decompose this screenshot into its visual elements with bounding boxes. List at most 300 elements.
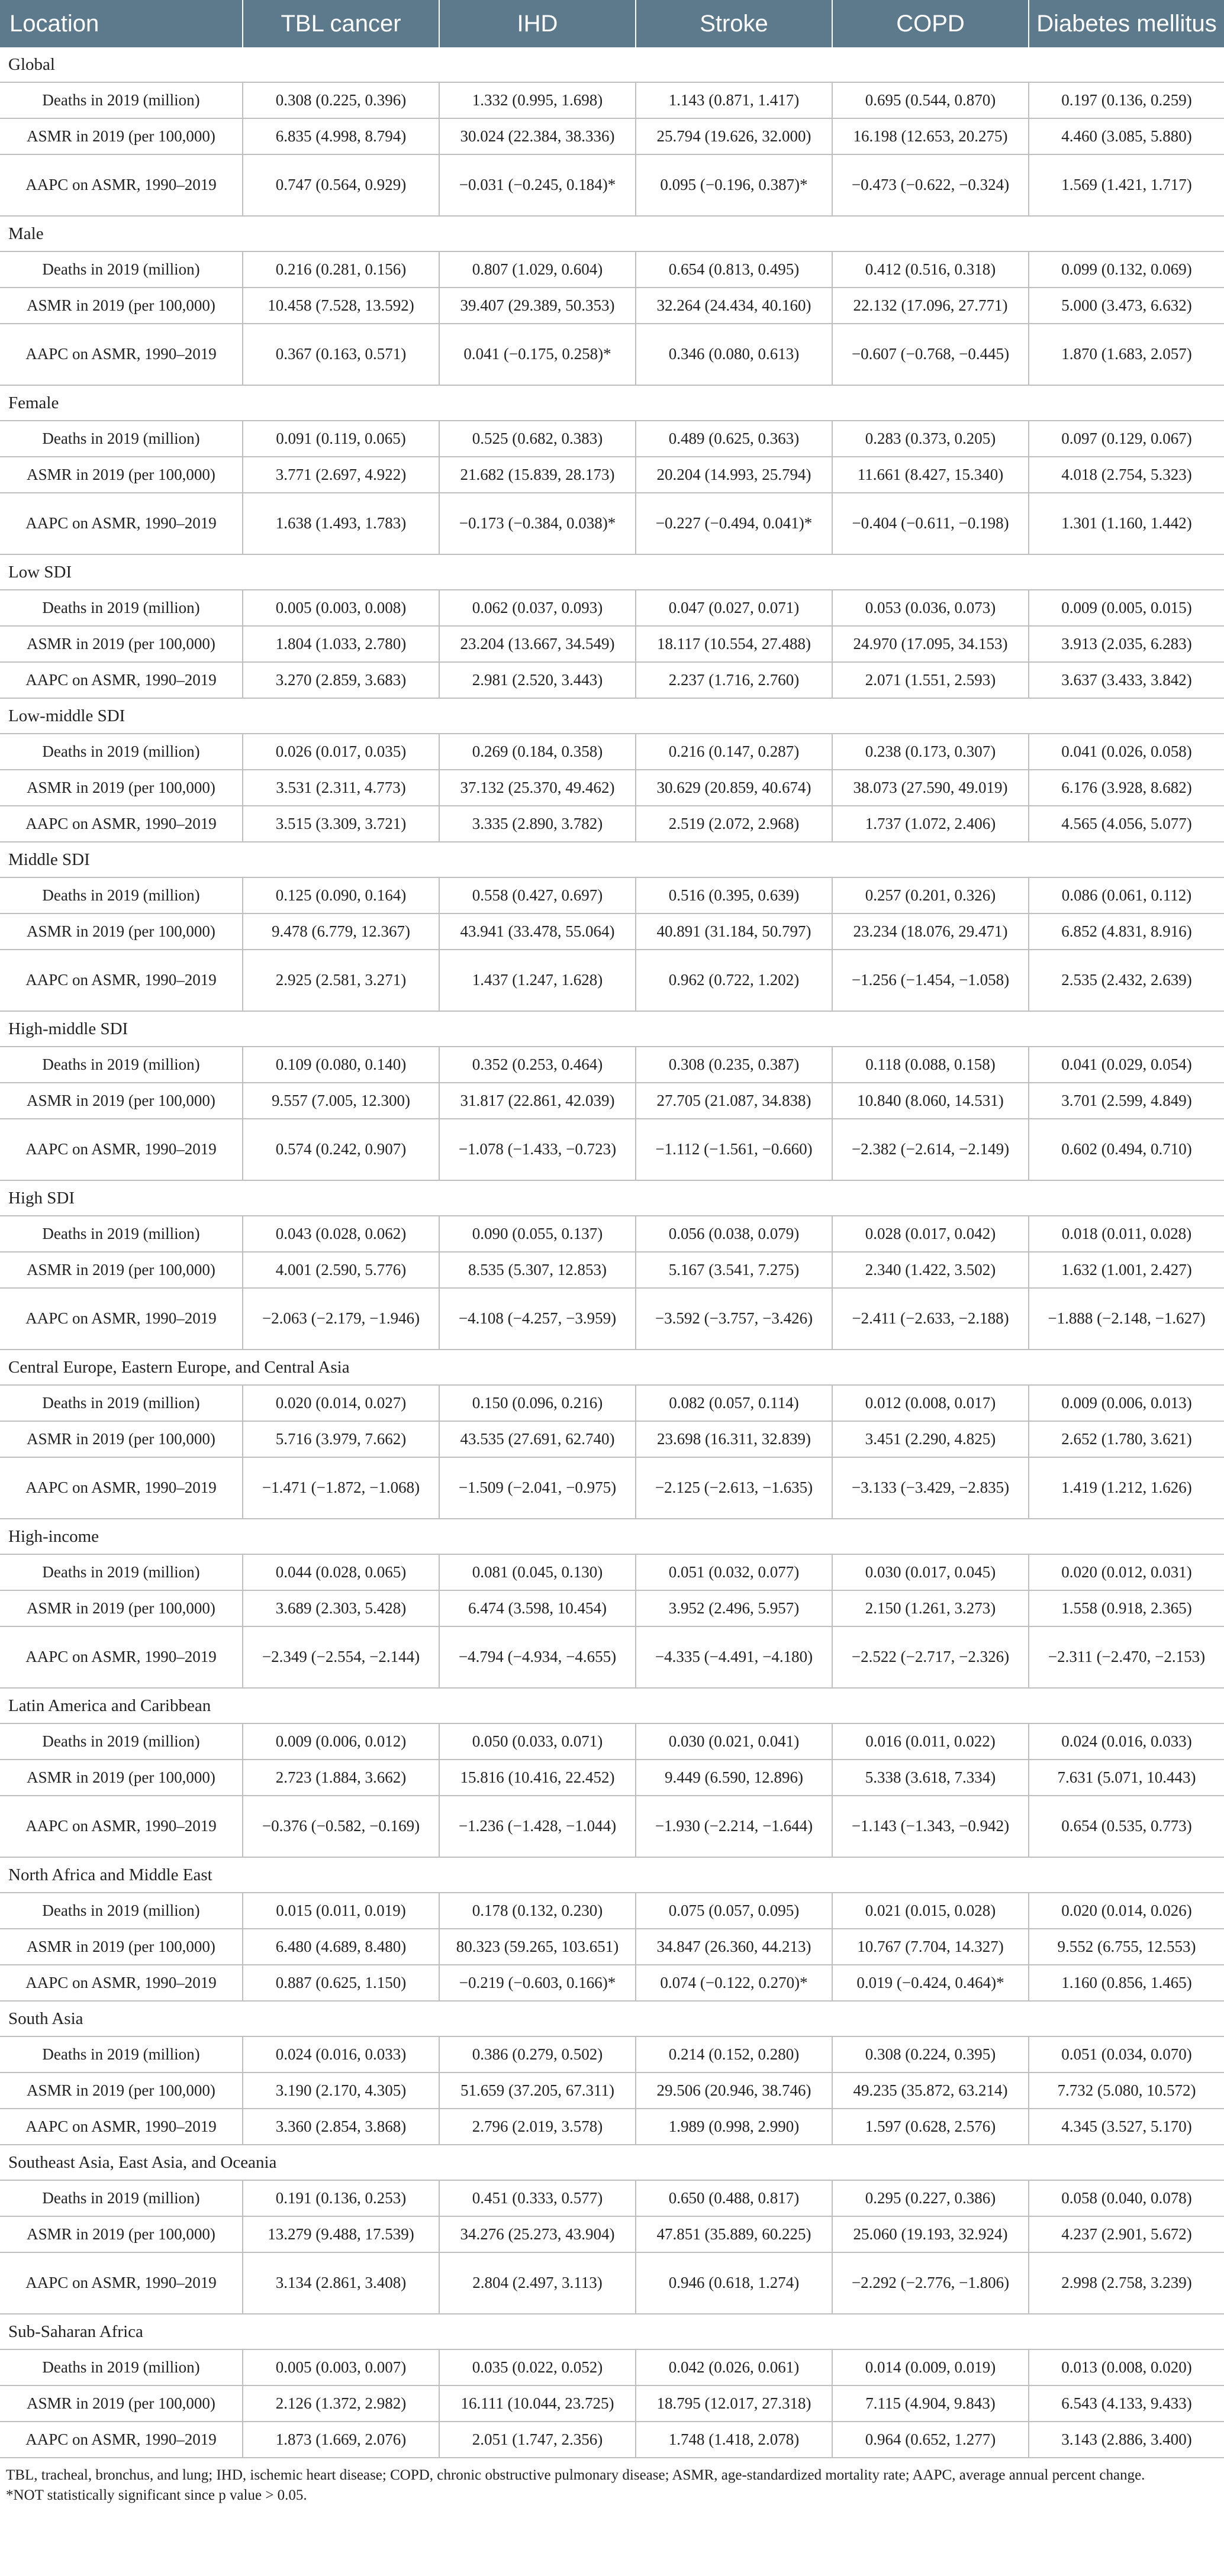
table-cell: 1.638 (1.493, 1.783) <box>243 493 439 554</box>
table-row <box>0 2180 1224 2216</box>
table-cell: 0.214 (0.152, 0.280) <box>636 2036 832 2073</box>
table-cell: 0.028 (0.017, 0.042) <box>832 1216 1029 1252</box>
table-cell: 6.474 (3.598, 10.454) <box>439 1590 636 1626</box>
table-cell: 0.005 (0.003, 0.008) <box>243 590 439 626</box>
table-cell: −2.349 (−2.554, −2.144) <box>243 1626 439 1688</box>
table-cell: −0.173 (−0.384, 0.038)* <box>439 493 636 554</box>
table-cell: 1.437 (1.247, 1.628) <box>439 950 636 1011</box>
row-label: Deaths in 2019 (million) <box>0 2180 243 2216</box>
table-cell: 7.631 (5.071, 10.443) <box>1029 1760 1224 1796</box>
table-cell: 0.308 (0.225, 0.396) <box>243 82 439 118</box>
table-cell: 0.489 (0.625, 0.363) <box>636 421 832 457</box>
table-footnotes <box>0 2458 1224 2506</box>
table-cell: 3.451 (2.290, 4.825) <box>832 1421 1029 1457</box>
row-label: ASMR in 2019 (per 100,000) <box>0 1421 243 1457</box>
table-cell: 0.075 (0.057, 0.095) <box>636 1893 832 1929</box>
table-cell: −2.063 (−2.179, −1.946) <box>243 1288 439 1350</box>
table-cell: −1.888 (−2.148, −1.627) <box>1029 1288 1224 1350</box>
table-cell: 15.816 (10.416, 22.452) <box>439 1760 636 1796</box>
table-cell: 0.558 (0.427, 0.697) <box>439 877 636 913</box>
table-row <box>0 1929 1224 1965</box>
row-label: ASMR in 2019 (per 100,000) <box>0 2216 243 2252</box>
table-header <box>0 0 1224 47</box>
table-cell: 0.021 (0.015, 0.028) <box>832 1893 1029 1929</box>
table-cell: 0.807 (1.029, 0.604) <box>439 251 636 288</box>
table-cell: 1.332 (0.995, 1.698) <box>439 82 636 118</box>
table-cell: −1.509 (−2.041, −0.975) <box>439 1457 636 1519</box>
table-cell: 0.050 (0.033, 0.071) <box>439 1723 636 1760</box>
table-cell: 11.661 (8.427, 15.340) <box>832 457 1029 493</box>
row-label: Deaths in 2019 (million) <box>0 1385 243 1421</box>
table-cell: 0.602 (0.494, 0.710) <box>1029 1119 1224 1180</box>
table-cell: 22.132 (17.096, 27.771) <box>832 288 1029 324</box>
row-label: ASMR in 2019 (per 100,000) <box>0 1760 243 1796</box>
table-cell: 1.569 (1.421, 1.717) <box>1029 154 1224 216</box>
table-cell: 0.178 (0.132, 0.230) <box>439 1893 636 1929</box>
group-title: Sub-Saharan Africa <box>0 2314 1224 2349</box>
row-label: Deaths in 2019 (million) <box>0 1047 243 1083</box>
table-cell: 38.073 (27.590, 49.019) <box>832 770 1029 806</box>
table-cell: 7.115 (4.904, 9.843) <box>832 2385 1029 2422</box>
group-title: Southeast Asia, East Asia, and Oceania <box>0 2145 1224 2180</box>
table-cell: 0.216 (0.281, 0.156) <box>243 251 439 288</box>
table-cell: 3.360 (2.854, 3.868) <box>243 2109 439 2145</box>
table-cell: −4.794 (−4.934, −4.655) <box>439 1626 636 1688</box>
table-cell: 0.009 (0.005, 0.015) <box>1029 590 1224 626</box>
table-cell: 0.058 (0.040, 0.078) <box>1029 2180 1224 2216</box>
table-row <box>0 421 1224 457</box>
table-cell: 3.952 (2.496, 5.957) <box>636 1590 832 1626</box>
table-cell: 2.071 (1.551, 2.593) <box>832 662 1029 698</box>
row-label: ASMR in 2019 (per 100,000) <box>0 118 243 154</box>
table-cell: −2.311 (−2.470, −2.153) <box>1029 1626 1224 1688</box>
row-label: AAPC on ASMR, 1990–2019 <box>0 1626 243 1688</box>
table-cell: −1.078 (−1.433, −0.723) <box>439 1119 636 1180</box>
table-row <box>0 154 1224 216</box>
table-cell: 51.659 (37.205, 67.311) <box>439 2073 636 2109</box>
table-cell: 0.035 (0.022, 0.052) <box>439 2349 636 2385</box>
table-cell: 0.030 (0.017, 0.045) <box>832 1554 1029 1590</box>
table-cell: 0.109 (0.080, 0.140) <box>243 1047 439 1083</box>
row-label: Deaths in 2019 (million) <box>0 251 243 288</box>
table-cell: 1.301 (1.160, 1.442) <box>1029 493 1224 554</box>
table-cell: −2.125 (−2.613, −1.635) <box>636 1457 832 1519</box>
row-label: Deaths in 2019 (million) <box>0 1723 243 1760</box>
footnote-significance: *NOT statistically significant since p value > 0.05. <box>6 2487 307 2503</box>
table-cell: 2.519 (2.072, 2.968) <box>636 806 832 842</box>
table-cell: 0.081 (0.045, 0.130) <box>439 1554 636 1590</box>
table-cell: −2.382 (−2.614, −2.149) <box>832 1119 1029 1180</box>
row-label: ASMR in 2019 (per 100,000) <box>0 770 243 806</box>
table-cell: −0.219 (−0.603, 0.166)* <box>439 1965 636 2001</box>
table-cell: −4.335 (−4.491, −4.180) <box>636 1626 832 1688</box>
table-cell: 0.191 (0.136, 0.253) <box>243 2180 439 2216</box>
table-row <box>0 324 1224 385</box>
table-cell: 0.051 (0.032, 0.077) <box>636 1554 832 1590</box>
table-cell: 13.279 (9.488, 17.539) <box>243 2216 439 2252</box>
table-cell: 0.044 (0.028, 0.065) <box>243 1554 439 1590</box>
footnote-abbreviations: TBL, tracheal, bronchus, and lung; IHD, ischemic heart disease; COPD, chronic obstructive pulmonary disease; ASMR, age-standardized mortality rate; AAPC, average annual percent change. <box>6 2467 1145 2483</box>
row-label: ASMR in 2019 (per 100,000) <box>0 2073 243 2109</box>
row-label: ASMR in 2019 (per 100,000) <box>0 1252 243 1288</box>
table-row <box>0 2422 1224 2458</box>
table-cell: 0.269 (0.184, 0.358) <box>439 734 636 770</box>
table-cell: 0.197 (0.136, 0.259) <box>1029 82 1224 118</box>
table-cell: 2.535 (2.432, 2.639) <box>1029 950 1224 1011</box>
table-row <box>0 1554 1224 1590</box>
group-row <box>0 554 1224 590</box>
row-label: Deaths in 2019 (million) <box>0 877 243 913</box>
table-cell: −1.930 (−2.214, −1.644) <box>636 1796 832 1857</box>
table-cell: 10.458 (7.528, 13.592) <box>243 288 439 324</box>
table-cell: 0.525 (0.682, 0.383) <box>439 421 636 457</box>
table-cell: 4.565 (4.056, 5.077) <box>1029 806 1224 842</box>
table-cell: −0.227 (−0.494, 0.041)* <box>636 493 832 554</box>
row-label: AAPC on ASMR, 1990–2019 <box>0 2252 243 2314</box>
table-cell: 23.698 (16.311, 32.839) <box>636 1421 832 1457</box>
table-row <box>0 1385 1224 1421</box>
table-body <box>0 47 1224 2458</box>
table-row <box>0 1893 1224 1929</box>
group-title: Male <box>0 216 1224 251</box>
table-cell: 27.705 (21.087, 34.838) <box>636 1083 832 1119</box>
group-title: High-middle SDI <box>0 1011 1224 1047</box>
table-cell: 25.794 (19.626, 32.000) <box>636 118 832 154</box>
table-cell: 0.946 (0.618, 1.274) <box>636 2252 832 2314</box>
row-label: AAPC on ASMR, 1990–2019 <box>0 1288 243 1350</box>
table-cell: 2.051 (1.747, 2.356) <box>439 2422 636 2458</box>
table-row <box>0 2109 1224 2145</box>
table-cell: 3.689 (2.303, 5.428) <box>243 1590 439 1626</box>
column-header-stroke: Stroke <box>636 0 832 47</box>
table-cell: 31.817 (22.861, 42.039) <box>439 1083 636 1119</box>
table-cell: 0.695 (0.544, 0.870) <box>832 82 1029 118</box>
table-cell: −0.607 (−0.768, −0.445) <box>832 324 1029 385</box>
table-cell: 43.941 (33.478, 55.064) <box>439 913 636 950</box>
table-cell: 23.234 (18.076, 29.471) <box>832 913 1029 950</box>
row-label: AAPC on ASMR, 1990–2019 <box>0 950 243 1011</box>
table-cell: 1.873 (1.669, 2.076) <box>243 2422 439 2458</box>
table-cell: 0.020 (0.012, 0.031) <box>1029 1554 1224 1590</box>
group-row <box>0 1688 1224 1723</box>
column-header-diabetes: Diabetes mellitus <box>1029 0 1224 47</box>
table-cell: 0.451 (0.333, 0.577) <box>439 2180 636 2216</box>
group-row <box>0 47 1224 82</box>
table-row <box>0 118 1224 154</box>
table-cell: −2.522 (−2.717, −2.326) <box>832 1626 1029 1688</box>
group-title: Global <box>0 47 1224 82</box>
table-cell: 3.531 (2.311, 4.773) <box>243 770 439 806</box>
table-cell: 3.771 (2.697, 4.922) <box>243 457 439 493</box>
row-label: ASMR in 2019 (per 100,000) <box>0 457 243 493</box>
table-cell: −1.471 (−1.872, −1.068) <box>243 1457 439 1519</box>
group-title: Low SDI <box>0 554 1224 590</box>
row-label: Deaths in 2019 (million) <box>0 2036 243 2073</box>
table-cell: −0.031 (−0.245, 0.184)* <box>439 154 636 216</box>
table-cell: 29.506 (20.946, 38.746) <box>636 2073 832 2109</box>
table-cell: 0.041 (−0.175, 0.258)* <box>439 324 636 385</box>
table-cell: −1.256 (−1.454, −1.058) <box>832 950 1029 1011</box>
row-label: AAPC on ASMR, 1990–2019 <box>0 1965 243 2001</box>
table-row <box>0 1590 1224 1626</box>
table-cell: 2.796 (2.019, 3.578) <box>439 2109 636 2145</box>
row-label: AAPC on ASMR, 1990–2019 <box>0 2109 243 2145</box>
table-row <box>0 1626 1224 1688</box>
table-row <box>0 877 1224 913</box>
table-cell: 2.340 (1.422, 3.502) <box>832 1252 1029 1288</box>
group-row <box>0 1857 1224 1893</box>
table-cell: 7.732 (5.080, 10.572) <box>1029 2073 1224 2109</box>
table-cell: 0.654 (0.535, 0.773) <box>1029 1796 1224 1857</box>
table-cell: 39.407 (29.389, 50.353) <box>439 288 636 324</box>
table-cell: 0.747 (0.564, 0.929) <box>243 154 439 216</box>
table-cell: 32.264 (24.434, 40.160) <box>636 288 832 324</box>
table-cell: 0.412 (0.516, 0.318) <box>832 251 1029 288</box>
table-row <box>0 2349 1224 2385</box>
header-row <box>0 0 1224 47</box>
table-cell: 3.270 (2.859, 3.683) <box>243 662 439 698</box>
table-cell: 20.204 (14.993, 25.794) <box>636 457 832 493</box>
table-cell: 0.516 (0.395, 0.639) <box>636 877 832 913</box>
table-cell: 0.295 (0.227, 0.386) <box>832 2180 1029 2216</box>
table-cell: −2.411 (−2.633, −2.188) <box>832 1288 1029 1350</box>
table-cell: 4.345 (3.527, 5.170) <box>1029 2109 1224 2145</box>
table-cell: 0.020 (0.014, 0.027) <box>243 1385 439 1421</box>
row-label: Deaths in 2019 (million) <box>0 1893 243 1929</box>
table-cell: 9.552 (6.755, 12.553) <box>1029 1929 1224 1965</box>
table-cell: 2.981 (2.520, 3.443) <box>439 662 636 698</box>
table-cell: 0.041 (0.029, 0.054) <box>1029 1047 1224 1083</box>
table-cell: 0.024 (0.016, 0.033) <box>1029 1723 1224 1760</box>
table-cell: 0.125 (0.090, 0.164) <box>243 877 439 913</box>
table-cell: 3.143 (2.886, 3.400) <box>1029 2422 1224 2458</box>
table-cell: 21.682 (15.839, 28.173) <box>439 457 636 493</box>
table-cell: 0.014 (0.009, 0.019) <box>832 2349 1029 2385</box>
table-cell: 16.198 (12.653, 20.275) <box>832 118 1029 154</box>
row-label: ASMR in 2019 (per 100,000) <box>0 913 243 950</box>
table-cell: 1.597 (0.628, 2.576) <box>832 2109 1029 2145</box>
table-cell: 43.535 (27.691, 62.740) <box>439 1421 636 1457</box>
table-cell: 0.091 (0.119, 0.065) <box>243 421 439 457</box>
row-label: AAPC on ASMR, 1990–2019 <box>0 1796 243 1857</box>
table-cell: 0.962 (0.722, 1.202) <box>636 950 832 1011</box>
row-label: ASMR in 2019 (per 100,000) <box>0 1929 243 1965</box>
table-cell: 0.074 (−0.122, 0.270)* <box>636 1965 832 2001</box>
table-row <box>0 1119 1224 1180</box>
table-cell: 1.748 (1.418, 2.078) <box>636 2422 832 2458</box>
group-title: Central Europe, Eastern Europe, and Central Asia <box>0 1350 1224 1385</box>
table-cell: 2.126 (1.372, 2.982) <box>243 2385 439 2422</box>
row-label: AAPC on ASMR, 1990–2019 <box>0 806 243 842</box>
table-row <box>0 1216 1224 1252</box>
row-label: Deaths in 2019 (million) <box>0 2349 243 2385</box>
table-cell: 6.176 (3.928, 8.682) <box>1029 770 1224 806</box>
group-title: Female <box>0 385 1224 421</box>
table-row <box>0 1796 1224 1857</box>
table-cell: 2.652 (1.780, 3.621) <box>1029 1421 1224 1457</box>
table-cell: 49.235 (35.872, 63.214) <box>832 2073 1029 2109</box>
table-row <box>0 1288 1224 1350</box>
table-cell: −1.143 (−1.343, −0.942) <box>832 1796 1029 1857</box>
table-cell: 10.767 (7.704, 14.327) <box>832 1929 1029 1965</box>
table-cell: 9.478 (6.779, 12.367) <box>243 913 439 950</box>
table-cell: −0.473 (−0.622, −0.324) <box>832 154 1029 216</box>
table-cell: −4.108 (−4.257, −3.959) <box>439 1288 636 1350</box>
table-cell: 0.056 (0.038, 0.079) <box>636 1216 832 1252</box>
row-label: Deaths in 2019 (million) <box>0 1554 243 1590</box>
table-cell: 0.086 (0.061, 0.112) <box>1029 877 1224 913</box>
table-row <box>0 734 1224 770</box>
table-cell: 3.515 (3.309, 3.721) <box>243 806 439 842</box>
table-row <box>0 590 1224 626</box>
table-cell: 2.925 (2.581, 3.271) <box>243 950 439 1011</box>
table-cell: 1.558 (0.918, 2.365) <box>1029 1590 1224 1626</box>
row-label: ASMR in 2019 (per 100,000) <box>0 626 243 662</box>
group-title: Middle SDI <box>0 842 1224 877</box>
table-row <box>0 2252 1224 2314</box>
table-cell: 9.449 (6.590, 12.896) <box>636 1760 832 1796</box>
table-cell: −3.592 (−3.757, −3.426) <box>636 1288 832 1350</box>
table-cell: 0.238 (0.173, 0.307) <box>832 734 1029 770</box>
table-cell: 0.097 (0.129, 0.067) <box>1029 421 1224 457</box>
table-cell: −1.112 (−1.561, −0.660) <box>636 1119 832 1180</box>
table-cell: 0.030 (0.021, 0.041) <box>636 1723 832 1760</box>
table-row <box>0 626 1224 662</box>
table-cell: 18.117 (10.554, 27.488) <box>636 626 832 662</box>
row-label: AAPC on ASMR, 1990–2019 <box>0 1119 243 1180</box>
table-cell: 80.323 (59.265, 103.651) <box>439 1929 636 1965</box>
table-row <box>0 913 1224 950</box>
table-cell: 30.024 (22.384, 38.336) <box>439 118 636 154</box>
table-row <box>0 2216 1224 2252</box>
table-cell: 0.964 (0.652, 1.277) <box>832 2422 1029 2458</box>
table-cell: 0.095 (−0.196, 0.387)* <box>636 154 832 216</box>
table-cell: 0.062 (0.037, 0.093) <box>439 590 636 626</box>
table-cell: 0.020 (0.014, 0.026) <box>1029 1893 1224 1929</box>
table-row <box>0 1421 1224 1457</box>
table-row <box>0 662 1224 698</box>
group-row <box>0 1519 1224 1554</box>
table-row <box>0 1760 1224 1796</box>
group-title: High-income <box>0 1519 1224 1554</box>
table-cell: 0.009 (0.006, 0.013) <box>1029 1385 1224 1421</box>
table-cell: 0.009 (0.006, 0.012) <box>243 1723 439 1760</box>
row-label: AAPC on ASMR, 1990–2019 <box>0 154 243 216</box>
row-label: Deaths in 2019 (million) <box>0 1216 243 1252</box>
group-title: Latin America and Caribbean <box>0 1688 1224 1723</box>
table-row <box>0 2385 1224 2422</box>
group-title: North Africa and Middle East <box>0 1857 1224 1893</box>
table-cell: 2.237 (1.716, 2.760) <box>636 662 832 698</box>
group-title: Low-middle SDI <box>0 698 1224 734</box>
table-cell: 23.204 (13.667, 34.549) <box>439 626 636 662</box>
table-cell: 37.132 (25.370, 49.462) <box>439 770 636 806</box>
table-cell: 0.016 (0.011, 0.022) <box>832 1723 1029 1760</box>
table-cell: 0.015 (0.011, 0.019) <box>243 1893 439 1929</box>
table-cell: −0.404 (−0.611, −0.198) <box>832 493 1029 554</box>
table-cell: 47.851 (35.889, 60.225) <box>636 2216 832 2252</box>
table-cell: 24.970 (17.095, 34.153) <box>832 626 1029 662</box>
table-cell: 5.000 (3.473, 6.632) <box>1029 288 1224 324</box>
table-cell: 1.737 (1.072, 2.406) <box>832 806 1029 842</box>
table-cell: 0.574 (0.242, 0.907) <box>243 1119 439 1180</box>
table-cell: 0.026 (0.017, 0.035) <box>243 734 439 770</box>
row-label: AAPC on ASMR, 1990–2019 <box>0 324 243 385</box>
table-cell: 0.024 (0.016, 0.033) <box>243 2036 439 2073</box>
table-row <box>0 1965 1224 2001</box>
row-label: ASMR in 2019 (per 100,000) <box>0 1083 243 1119</box>
table-cell: 0.308 (0.224, 0.395) <box>832 2036 1029 2073</box>
table-cell: −2.292 (−2.776, −1.806) <box>832 2252 1029 2314</box>
table-cell: 34.847 (26.360, 44.213) <box>636 1929 832 1965</box>
table-cell: 2.150 (1.261, 3.273) <box>832 1590 1029 1626</box>
row-label: Deaths in 2019 (million) <box>0 734 243 770</box>
table-row <box>0 2073 1224 2109</box>
group-row <box>0 385 1224 421</box>
table-cell: 0.099 (0.132, 0.069) <box>1029 251 1224 288</box>
table-row <box>0 457 1224 493</box>
table-cell: 1.160 (0.856, 1.465) <box>1029 1965 1224 2001</box>
table-cell: 1.143 (0.871, 1.417) <box>636 82 832 118</box>
table-row <box>0 1252 1224 1288</box>
table-cell: 6.852 (4.831, 8.916) <box>1029 913 1224 950</box>
table-cell: 1.804 (1.033, 2.780) <box>243 626 439 662</box>
table-row <box>0 1083 1224 1119</box>
group-row <box>0 2314 1224 2349</box>
table-row <box>0 82 1224 118</box>
table-row <box>0 2036 1224 2073</box>
row-label: AAPC on ASMR, 1990–2019 <box>0 493 243 554</box>
table-cell: −1.236 (−1.428, −1.044) <box>439 1796 636 1857</box>
table-cell: 0.118 (0.088, 0.158) <box>832 1047 1029 1083</box>
table-cell: 3.134 (2.861, 3.408) <box>243 2252 439 2314</box>
table-row <box>0 770 1224 806</box>
table-cell: 0.216 (0.147, 0.287) <box>636 734 832 770</box>
table-row <box>0 493 1224 554</box>
table-cell: 3.190 (2.170, 4.305) <box>243 2073 439 2109</box>
group-title: High SDI <box>0 1180 1224 1216</box>
table-cell: 0.386 (0.279, 0.502) <box>439 2036 636 2073</box>
table-cell: 0.090 (0.055, 0.137) <box>439 1216 636 1252</box>
row-label: AAPC on ASMR, 1990–2019 <box>0 1457 243 1519</box>
table-cell: 3.701 (2.599, 4.849) <box>1029 1083 1224 1119</box>
table-cell: 0.018 (0.011, 0.028) <box>1029 1216 1224 1252</box>
table-cell: 0.257 (0.201, 0.326) <box>832 877 1029 913</box>
group-row <box>0 1180 1224 1216</box>
table-cell: 10.840 (8.060, 14.531) <box>832 1083 1029 1119</box>
table-cell: 0.308 (0.235, 0.387) <box>636 1047 832 1083</box>
table-cell: 4.018 (2.754, 5.323) <box>1029 457 1224 493</box>
table-cell: 5.716 (3.979, 7.662) <box>243 1421 439 1457</box>
table-cell: 16.111 (10.044, 23.725) <box>439 2385 636 2422</box>
row-label: ASMR in 2019 (per 100,000) <box>0 1590 243 1626</box>
column-header-copd: COPD <box>832 0 1029 47</box>
table-cell: 0.042 (0.026, 0.061) <box>636 2349 832 2385</box>
table-cell: 1.989 (0.998, 2.990) <box>636 2109 832 2145</box>
table-row <box>0 806 1224 842</box>
table-row <box>0 1047 1224 1083</box>
table-cell: 0.051 (0.034, 0.070) <box>1029 2036 1224 2073</box>
table-cell: 30.629 (20.859, 40.674) <box>636 770 832 806</box>
group-row <box>0 1011 1224 1047</box>
table-cell: 5.338 (3.618, 7.334) <box>832 1760 1029 1796</box>
table-cell: 0.043 (0.028, 0.062) <box>243 1216 439 1252</box>
table-cell: 1.870 (1.683, 2.057) <box>1029 324 1224 385</box>
row-label: Deaths in 2019 (million) <box>0 82 243 118</box>
table-cell: 0.082 (0.057, 0.114) <box>636 1385 832 1421</box>
row-label: ASMR in 2019 (per 100,000) <box>0 2385 243 2422</box>
table-cell: 0.367 (0.163, 0.571) <box>243 324 439 385</box>
